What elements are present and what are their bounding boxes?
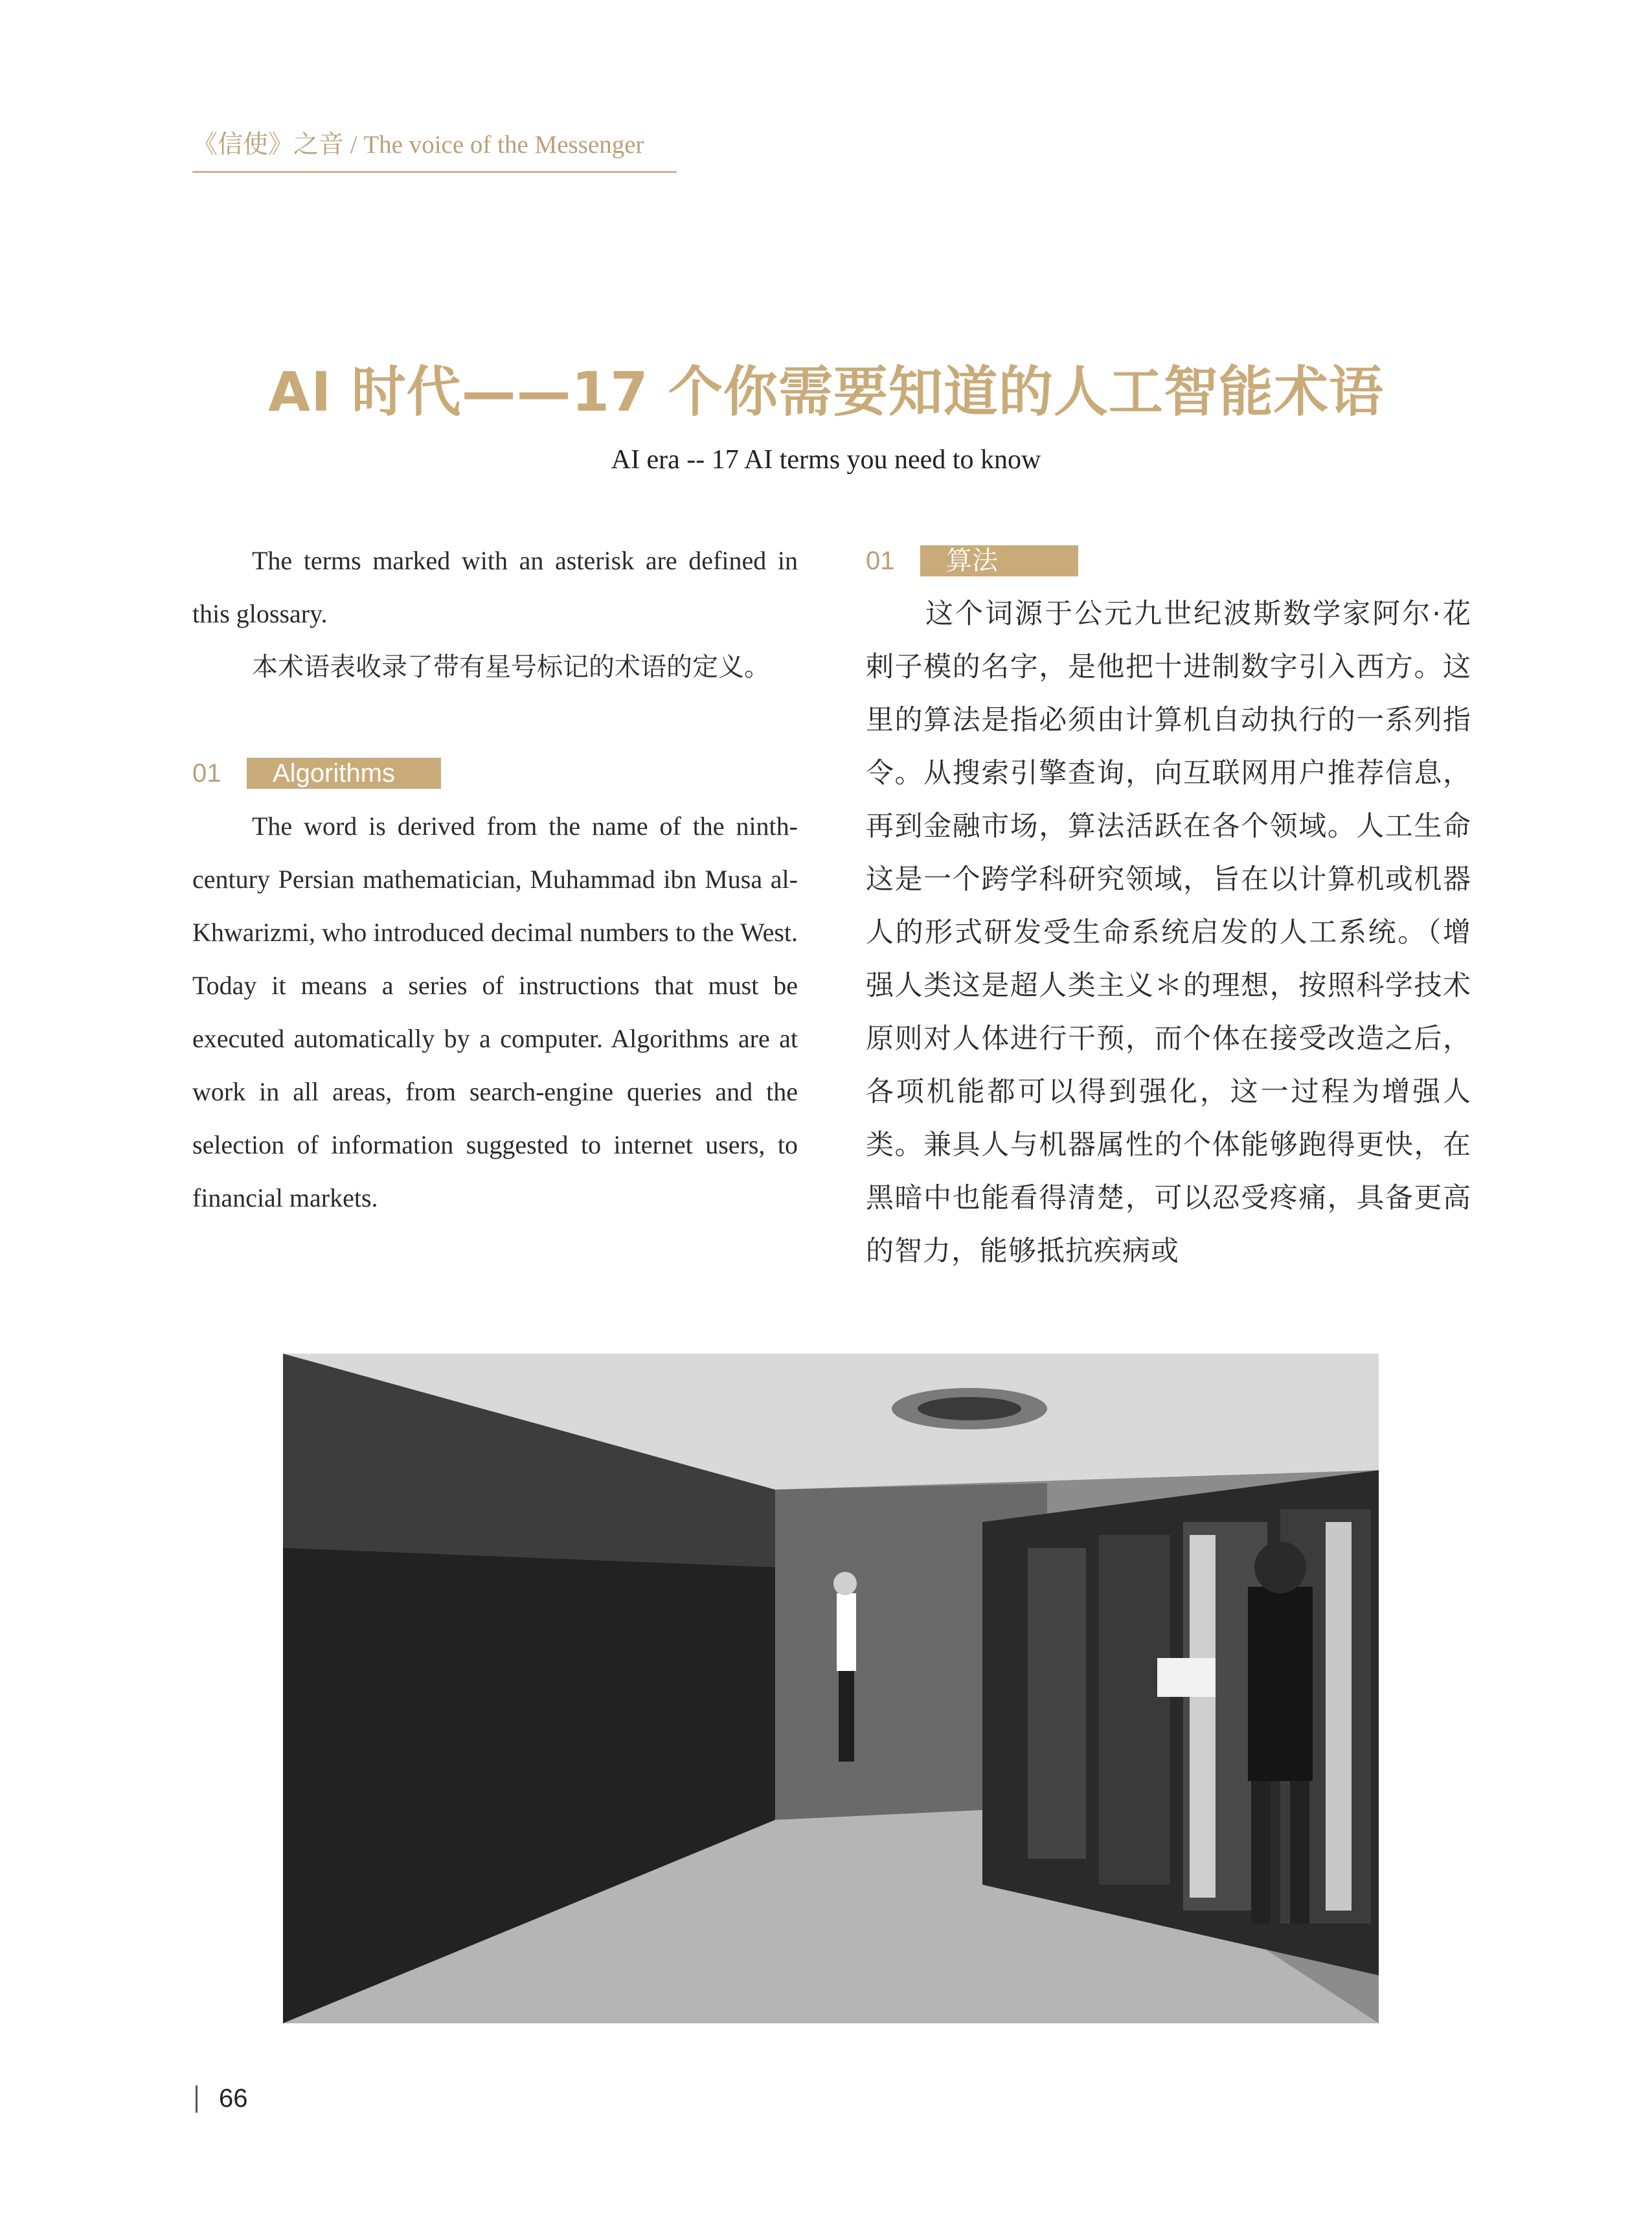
intro-english: The terms marked with an asterisk are defined in this glossary. [192, 546, 798, 628]
eniac-photo [283, 1354, 1379, 2023]
left-column [192, 534, 798, 1225]
intro-chinese: 本术语表收录了带有星号标记的术语的定义。 [252, 652, 770, 682]
section-heading-algorithms [192, 747, 798, 800]
article-title: AI 时代——17 个你需要知道的人工智能术语 [268, 360, 1384, 424]
algorithms-definition-chinese: 这个词源于公元九世纪波斯数学家阿尔·花剌子模的名字，是他把十进制数字引入西方。这里的算法是指必须由计算机自动执行的一系列指令。从搜索引擎查询，向互联网用户推荐信息，再到金融市场，算法活跃在各个领域。人工生命这是一个跨学科研究领域，旨在以计算机或机器人的形式研发受生命系统启发的人工系统。（增强人类这是超人类主义＊的理想，按照科学技术原则对人体进行干预，而个体在接受改造之后，各项机能都可以得到强化，这一过程为增强人类。兼具人与机器属性的个体能够跑得更快，在黑暗中也能看得清楚，可以忍受疼痛，具备更高的智力，能够抵抗疾病或 [866, 598, 1471, 1267]
right-column [866, 534, 1471, 1278]
page-number-rule [196, 2085, 198, 2113]
article-subtitle: AI era -- 17 AI terms you need to know [611, 445, 1041, 475]
section-label: 算法 [920, 545, 1078, 576]
section-number: 01 [192, 758, 221, 788]
eniac-photo-illustration [283, 1354, 1379, 2023]
section-number: 01 [866, 546, 895, 575]
algorithms-definition-english: The word is derived from the name of the ninth-century Persian mathematician, Muhammad ibn Musa al-Khwarizmi, who introduced decimal numbers to the West. Today it means a series of instructions that must be executed automatically by a computer. Algorithms are at work in all areas, from search-engine queries and the selection of information suggested to internet users, to financial markets. [192, 812, 798, 1212]
section-label: Algorithms [247, 758, 441, 789]
page-number: 66 [219, 2084, 248, 2113]
running-header: 《信使》之音 / The voice of the Messenger [192, 124, 677, 173]
section-heading-suanfa [866, 534, 1471, 587]
